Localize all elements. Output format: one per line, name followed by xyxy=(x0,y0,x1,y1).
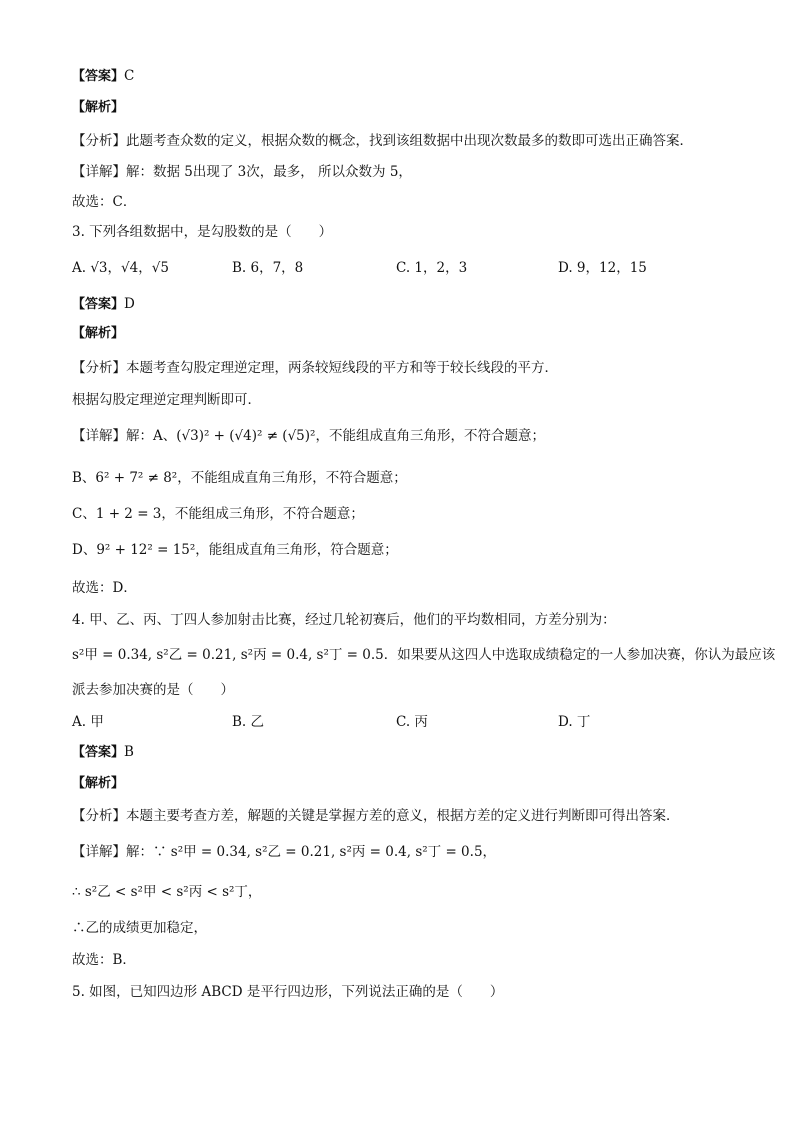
q3-option-d: D. 9，12，15 xyxy=(558,260,647,276)
q4-guxuan: 故选：B． xyxy=(72,952,136,968)
q3-option-c: C. 1，2，3 xyxy=(396,260,468,276)
q4-stem-3: 派去参加决赛的是（ ） xyxy=(72,682,234,698)
q4-fenxi: 【分析】本题主要考查方差，解题的关键是掌握方差的意义，根据方差的定义进行判断即可得出答案． xyxy=(72,808,680,824)
q2-xiangjie: 【详解】解：数据 5出现了 3次，最多， 所以众数为 5， xyxy=(72,164,412,180)
q4-conclude: ∴乙的成绩更加稳定， xyxy=(72,920,207,936)
q3-line-c: C、1 + 2 = 3，不能组成三角形，不符合题意； xyxy=(72,506,364,522)
q3-stem: 3. 下列各组数据中，是勾股数的是（ ） xyxy=(72,224,333,240)
answer-label: 【答案】 xyxy=(72,745,125,760)
q4-option-a: A. 甲 xyxy=(72,714,104,730)
answer-value: B xyxy=(124,744,134,760)
q5-stem: 5. 如图，已知四边形 ABCD 是平行四边形，下列说法正确的是（ ） xyxy=(72,984,504,1000)
q3-line-b: B、6² + 7² ≠ 8²，不能组成直角三角形，不符合题意； xyxy=(72,470,407,486)
q3-line-d: D、9² + 12² = 15²，能组成直角三角形，符合题意； xyxy=(72,542,398,558)
q2-answer-row xyxy=(72,66,134,87)
answer-value: C xyxy=(124,68,135,84)
q3-option-b: B. 6，7，8 xyxy=(232,260,304,276)
q4-option-d: D. 丁 xyxy=(558,714,591,730)
q4-compare: ∴ s²乙 < s²甲 < s²丙 < s²丁， xyxy=(72,884,262,900)
q4-option-c: C. 丙 xyxy=(396,714,428,730)
q3-fenxi-2: 根据勾股定理逆定理判断即可． xyxy=(72,392,261,408)
answer-label: 【答案】 xyxy=(72,297,125,312)
q3-fenxi: 【分析】本题考查勾股定理逆定理，两条较短线段的平方和等于较长线段的平方． xyxy=(72,360,558,376)
q3-guxuan: 故选：D． xyxy=(72,580,137,596)
answer-label: 【答案】 xyxy=(72,69,125,84)
answer-value: D xyxy=(124,296,135,312)
q4-option-b: B. 乙 xyxy=(232,714,265,730)
q2-analysis-label: 【解析】 xyxy=(72,100,125,115)
q4-answer-row xyxy=(72,742,134,763)
q4-analysis-label: 【解析】 xyxy=(72,776,125,791)
q4-stem-2: s²甲 = 0.34, s²乙 = 0.21, s²丙 = 0.4, s²丁 = 0.5．如果要从这四人中选取成绩稳定的一人参加决赛，你认为最应该 xyxy=(72,647,776,663)
q4-stem-1: 4. 甲、乙、丙、丁四人参加射击比赛，经过几轮初赛后，他们的平均数相同，方差分别为： xyxy=(72,612,616,628)
q2-fenxi: 【分析】此题考查众数的定义，根据众数的概念，找到该组数据中出现次数最多的数即可选出正确答案． xyxy=(72,133,693,149)
q3-answer-row xyxy=(72,294,135,315)
q2-guxuan: 故选：C． xyxy=(72,194,137,210)
q3-option-a: A. √3，√4，√5 xyxy=(72,260,169,276)
q3-analysis-label: 【解析】 xyxy=(72,326,125,341)
q3-xiangjie-a: 【详解】解：A、(√3)² + (√4)² ≠ (√5)²，不能组成直角三角形，不符合题意； xyxy=(72,428,545,444)
q4-xiangjie: 【详解】解：∵ s²甲 = 0.34, s²乙 = 0.21, s²丙 = 0.4, s²丁 = 0.5， xyxy=(72,844,497,860)
